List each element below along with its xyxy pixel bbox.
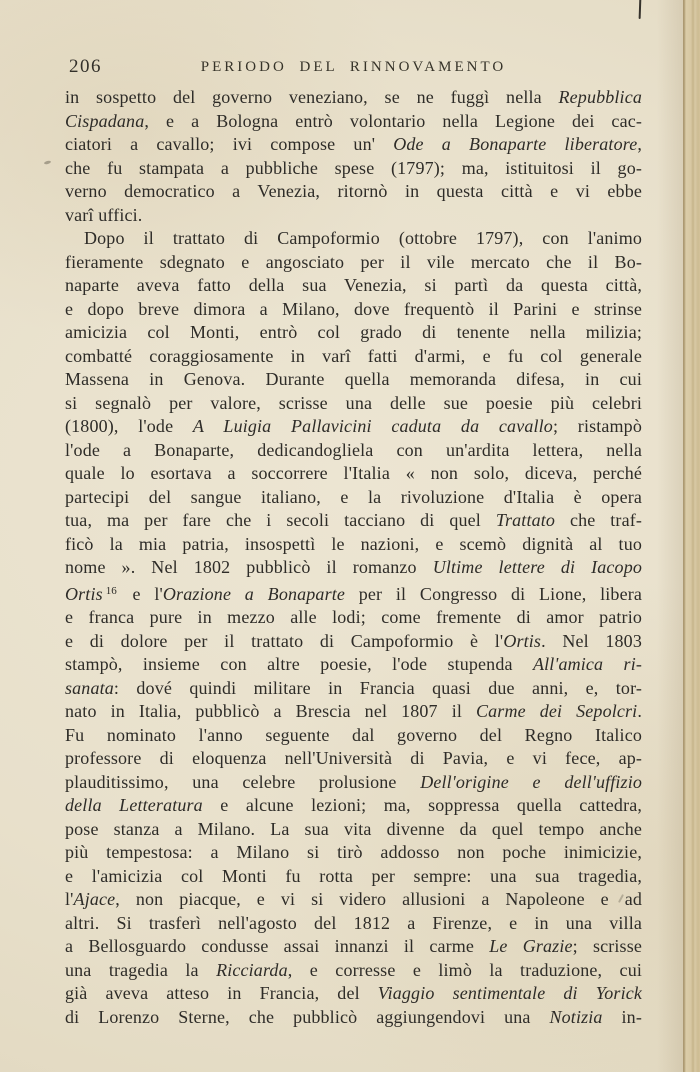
text-segment: in sospetto del governo veneziano, se ne fuggì nella	[65, 87, 559, 107]
text-line	[65, 630, 642, 654]
text-line	[65, 274, 642, 298]
text-segment: tua, ma per fare che i secoli tacciano di quel	[65, 510, 496, 530]
text-segment: stampò, insieme con altre poesie, l'ode stupenda	[65, 654, 533, 674]
page-header	[65, 56, 642, 80]
text-line	[65, 227, 642, 251]
text-segment: A Luigia Pallavicini caduta da cavallo	[192, 416, 553, 436]
text-line	[65, 321, 642, 345]
text-segment: e franca pure in mezzo alle lodi; come fremente di amor patrio	[65, 607, 642, 627]
text-line	[65, 180, 642, 204]
text-segment: naparte aveva fatto della sua Venezia, si partì da questa città,	[65, 275, 642, 295]
text-segment: Ortis	[65, 583, 103, 604]
text-line	[65, 86, 642, 110]
text-segment: e di dolore per il trattato di Campoformio è l'	[65, 630, 504, 651]
text-segment: , e corresse e limò la traduzione, cui	[287, 959, 642, 980]
text-line	[65, 486, 642, 510]
text-line	[65, 204, 642, 228]
text-segment: Carme dei Sepolcri	[475, 701, 638, 721]
text-segment: ficò la mia patria, insospettì le nazioni, e scemò dignità al tuo	[65, 533, 642, 554]
text-line	[65, 959, 642, 983]
text-line	[65, 794, 642, 818]
text-segment: Viaggio sentimentale di Yorick	[377, 983, 642, 1003]
text-line	[65, 771, 642, 795]
text-segment: e dopo breve dimora a Milano, dove frequentò il Parini e strinse	[65, 298, 642, 319]
body-text	[65, 86, 642, 1029]
text-segment: partecipi del sangue italiano, e la rivoluzione d'Italia è opera	[65, 486, 642, 507]
text-segment: nato in Italia, pubblicò a Brescia nel 1807 il	[65, 701, 476, 721]
text-segment: Dell'origine e dell'uffizio	[420, 771, 643, 792]
text-segment: una tragedia la	[65, 959, 217, 980]
text-segment: Ortis	[503, 630, 542, 651]
text-line	[65, 462, 642, 486]
text-segment: più tempestosa: a Milano si tirò addosso non poche inimicizie,	[65, 842, 642, 862]
text-line	[65, 251, 642, 275]
text-segment: che traf-	[555, 510, 642, 530]
text-segment: professore di eloquenza nell'Università di Pavia, e vi fece, ap-	[65, 748, 642, 768]
text-segment: All'amica ri-	[533, 654, 642, 674]
text-segment: ciatori a cavallo; ivi compose un'	[65, 134, 394, 154]
text-line	[65, 110, 642, 134]
text-segment: l'	[65, 889, 74, 909]
text-segment: combatté coraggiosamente in varî fatti d'armi, e fu col generale	[65, 345, 642, 366]
text-segment: Massena in Genova. Durante quella memoranda difesa, in cui	[65, 369, 642, 389]
text-line	[65, 677, 642, 701]
text-segment: Ode a Bonaparte liberatore	[393, 134, 638, 154]
text-line	[65, 133, 642, 157]
text-segment: .	[637, 701, 642, 721]
page-blemish	[686, 422, 693, 436]
text-line	[65, 912, 642, 936]
text-segment: Le Grazie	[489, 936, 573, 956]
text-segment: quale lo esortava a soccorrere l'Italia « non solo, diceva, perché	[65, 463, 642, 483]
text-line	[65, 888, 642, 912]
text-line	[65, 580, 642, 607]
text-line	[65, 606, 642, 630]
pen-mark	[639, 0, 642, 19]
page-edge	[683, 0, 700, 1072]
text-line	[65, 298, 642, 322]
text-segment: (1800), l'ode	[65, 416, 193, 436]
text-line	[65, 982, 642, 1006]
text-segment: pose stanza a Milano. La sua vita divenne da quel tempo anche	[65, 818, 642, 839]
text-line	[65, 533, 642, 557]
text-segment: amicizia col Monti, entrò col grado di tenente nella milizia;	[65, 322, 642, 342]
text-segment: in-	[602, 1006, 642, 1027]
text-segment: nome ». Nel 1802 pubblicò il romanzo	[65, 557, 433, 577]
text-line	[65, 747, 642, 771]
text-segment: che fu stampata a pubbliche spese (1797); ma, istituitosi il go-	[65, 157, 642, 178]
text-line	[65, 935, 642, 959]
gutter-shadow	[657, 0, 683, 1072]
text-segment: di Lorenzo Sterne, che pubblicò aggiungendovi una	[65, 1006, 550, 1027]
text-segment: Ultime lettere di Iacopo	[432, 557, 643, 577]
text-segment: Dopo il trattato di Campoformio (ottobre 1797), con l'animo	[84, 228, 642, 248]
text-segment: fieramente sdegnato e angosciato per il vile mercato che il Bo-	[65, 251, 642, 272]
text-segment: e l'	[118, 583, 163, 604]
text-line	[65, 556, 642, 580]
text-line	[65, 368, 642, 392]
running-title: PERIODO DEL RINNOVAMENTO	[200, 59, 507, 75]
text-segment: Ricciarda	[216, 959, 288, 980]
text-line	[65, 345, 642, 369]
text-line	[65, 415, 642, 439]
paragraph	[65, 86, 642, 227]
text-segment: e alcune lezioni; ma, soppressa quella cattedra,	[202, 795, 642, 815]
text-line	[65, 157, 642, 181]
text-line	[65, 509, 642, 533]
text-segment: verno democratico a Venezia, ritornò in questa città e vi ebbe	[65, 181, 642, 201]
text-segment: , non piacque, e vi si videro allusioni a Napoleone e ad	[115, 889, 642, 909]
text-segment: . Nel 1803	[541, 630, 642, 651]
text-line	[65, 841, 642, 865]
text-segment: ; ristampò	[552, 416, 642, 436]
page-number: 206	[69, 56, 102, 77]
text-segment: ,	[637, 134, 642, 154]
text-segment: già aveva atteso in Francia, del	[65, 983, 378, 1003]
text-line	[65, 724, 642, 748]
text-segment: Notizia	[549, 1006, 603, 1027]
text-segment: , e a Bologna entrò volontario nella Legione dei cac-	[144, 110, 642, 131]
text-segment: l'ode a Bonaparte, dedicandogliela con un'ardita lettera, nella	[65, 439, 642, 460]
text-segment: : dové quindi militare in Francia quasi due anni, e, tor-	[113, 677, 642, 698]
text-segment: sanata	[65, 677, 114, 698]
text-segment: della Letteratura	[65, 795, 203, 815]
paper-speck	[44, 160, 52, 165]
text-segment: per il Congresso di Lione, libera	[345, 583, 642, 604]
text-segment: Cispadana	[65, 110, 145, 131]
text-segment: Fu nominato l'anno seguente dal governo del Regno Italico	[65, 724, 642, 745]
text-segment: plauditissimo, una celebre prolusione	[65, 771, 421, 792]
text-segment: ; scrisse	[572, 936, 642, 956]
text-segment: varî uffici.	[65, 204, 143, 225]
text-line	[65, 865, 642, 889]
text-line	[65, 439, 642, 463]
text-segment: a Bellosguardo condusse assai innanzi il carme	[65, 936, 490, 956]
text-segment: si segnalò per valore, scrisse una delle sue poesie più celebri	[65, 392, 642, 413]
text-line	[65, 1006, 642, 1030]
text-segment: Repubblica	[558, 87, 642, 107]
text-segment: Trattato	[495, 510, 556, 530]
text-segment: e l'amicizia col Monti fu rotta per sempre: una sua tragedia,	[65, 865, 642, 886]
text-segment: Orazione a Bonaparte	[162, 583, 346, 604]
text-segment: altri. Si trasferì nell'agosto del 1812 a Firenze, e in una villa	[65, 912, 642, 933]
text-line	[65, 653, 642, 677]
paragraph	[65, 227, 642, 1029]
text-line	[65, 700, 642, 724]
footnote-ref: 16	[105, 584, 117, 597]
text-line	[65, 818, 642, 842]
text-segment: Ajace	[73, 889, 116, 909]
text-line	[65, 392, 642, 416]
